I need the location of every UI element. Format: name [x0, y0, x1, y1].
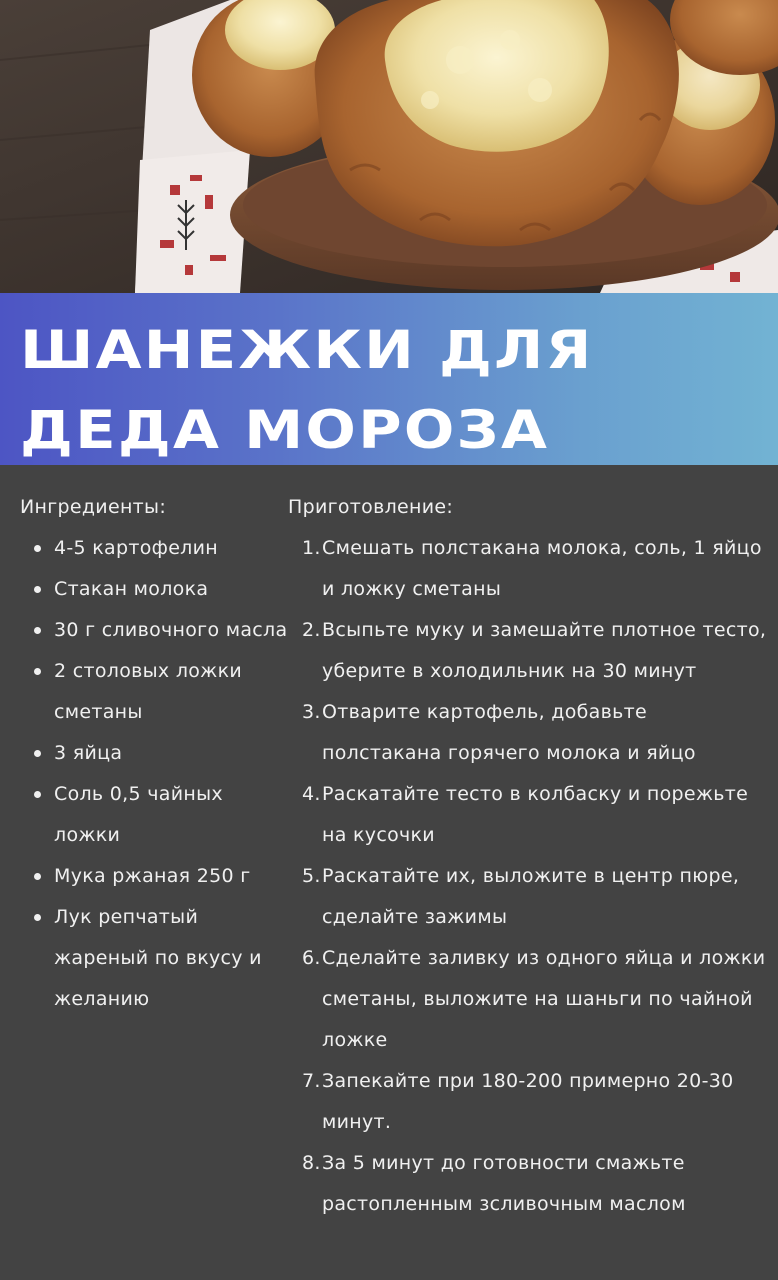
step-number: 4. — [302, 783, 321, 805]
recipe-content — [0, 465, 778, 1280]
step-text: За 5 минут до готовности смажьте растопленным зсливочным маслом — [322, 1152, 686, 1215]
recipe-title-line-2: ДЕДА МОРОЗА — [20, 400, 550, 461]
step-text: Всыпьте муку и замешайте плотное тесто, уберите в холодильник на 30 минут — [322, 619, 767, 682]
bullet-icon — [34, 791, 41, 798]
ingredient-item — [34, 856, 288, 897]
step-text: Раскатайте их, выложите в центр пюре, сделайте зажимы — [322, 865, 740, 928]
recipe-title — [20, 311, 778, 471]
step-number: 1. — [302, 537, 321, 559]
preparation-step — [302, 1061, 768, 1143]
bullet-icon — [34, 914, 41, 921]
bullet-icon — [34, 873, 41, 880]
step-text: Запекайте при 180-200 примерно 20-30 минут. — [322, 1070, 734, 1133]
shanezhki-photo-illustration — [0, 0, 778, 293]
step-text: Сделайте заливку из одного яйца и ложки сметаны, выложите на шаньги по чайной ложке — [322, 947, 766, 1051]
ingredients-column — [20, 487, 288, 1020]
step-number: 7. — [302, 1070, 321, 1092]
preparation-step — [302, 938, 768, 1061]
ingredient-item — [34, 774, 288, 856]
bullet-icon — [34, 750, 41, 757]
bullet-icon — [34, 627, 41, 634]
ingredient-item — [34, 897, 288, 1020]
ingredient-text: 3 яйца — [54, 742, 123, 764]
ingredient-text: 2 столовых ложки сметаны — [54, 660, 243, 723]
ingredient-text: 4-5 картофелин — [54, 537, 218, 559]
step-text: Отварите картофель, добавьте полстакана горячего молока и яйцо — [322, 701, 696, 764]
bullet-icon — [34, 586, 41, 593]
step-number: 8. — [302, 1152, 321, 1174]
ingredient-item — [34, 651, 288, 733]
step-number: 6. — [302, 947, 321, 969]
step-text: Смешать полстакана молока, соль, 1 яйцо и ложку сметаны — [322, 537, 762, 600]
preparation-step — [302, 692, 768, 774]
ingredient-text: Соль 0,5 чайных ложки — [54, 783, 223, 846]
bullet-icon — [34, 545, 41, 552]
step-number: 5. — [302, 865, 321, 887]
ingredient-item — [34, 610, 288, 651]
ingredient-text: Мука ржаная 250 г — [54, 865, 251, 887]
preparation-column — [288, 487, 768, 1225]
preparation-step — [302, 774, 768, 856]
preparation-step — [302, 1143, 768, 1225]
preparation-heading: Приготовление: — [288, 496, 454, 518]
ingredient-text: Лук репчатый жареный по вкусу и желанию — [54, 906, 262, 1010]
ingredient-item — [34, 733, 288, 774]
ingredient-text: 30 г сливочного масла — [54, 619, 288, 641]
preparation-step — [302, 856, 768, 938]
preparation-step — [302, 610, 768, 692]
step-number: 3. — [302, 701, 321, 723]
preparation-step — [302, 528, 768, 610]
bullet-icon — [34, 668, 41, 675]
ingredients-heading: Ингредиенты: — [20, 496, 167, 518]
preparation-steps — [288, 528, 768, 1225]
ingredient-item — [34, 569, 288, 610]
hero-photo — [0, 0, 778, 293]
title-banner — [0, 293, 778, 465]
step-text: Раскатайте тесто в колбаску и порежьте на кусочки — [322, 783, 749, 846]
ingredient-item — [34, 528, 288, 569]
ingredient-text: Стакан молока — [54, 578, 209, 600]
recipe-title-line-1: ШАНЕЖКИ ДЛЯ — [20, 320, 594, 381]
ingredients-list — [20, 528, 288, 1020]
step-number: 2. — [302, 619, 321, 641]
